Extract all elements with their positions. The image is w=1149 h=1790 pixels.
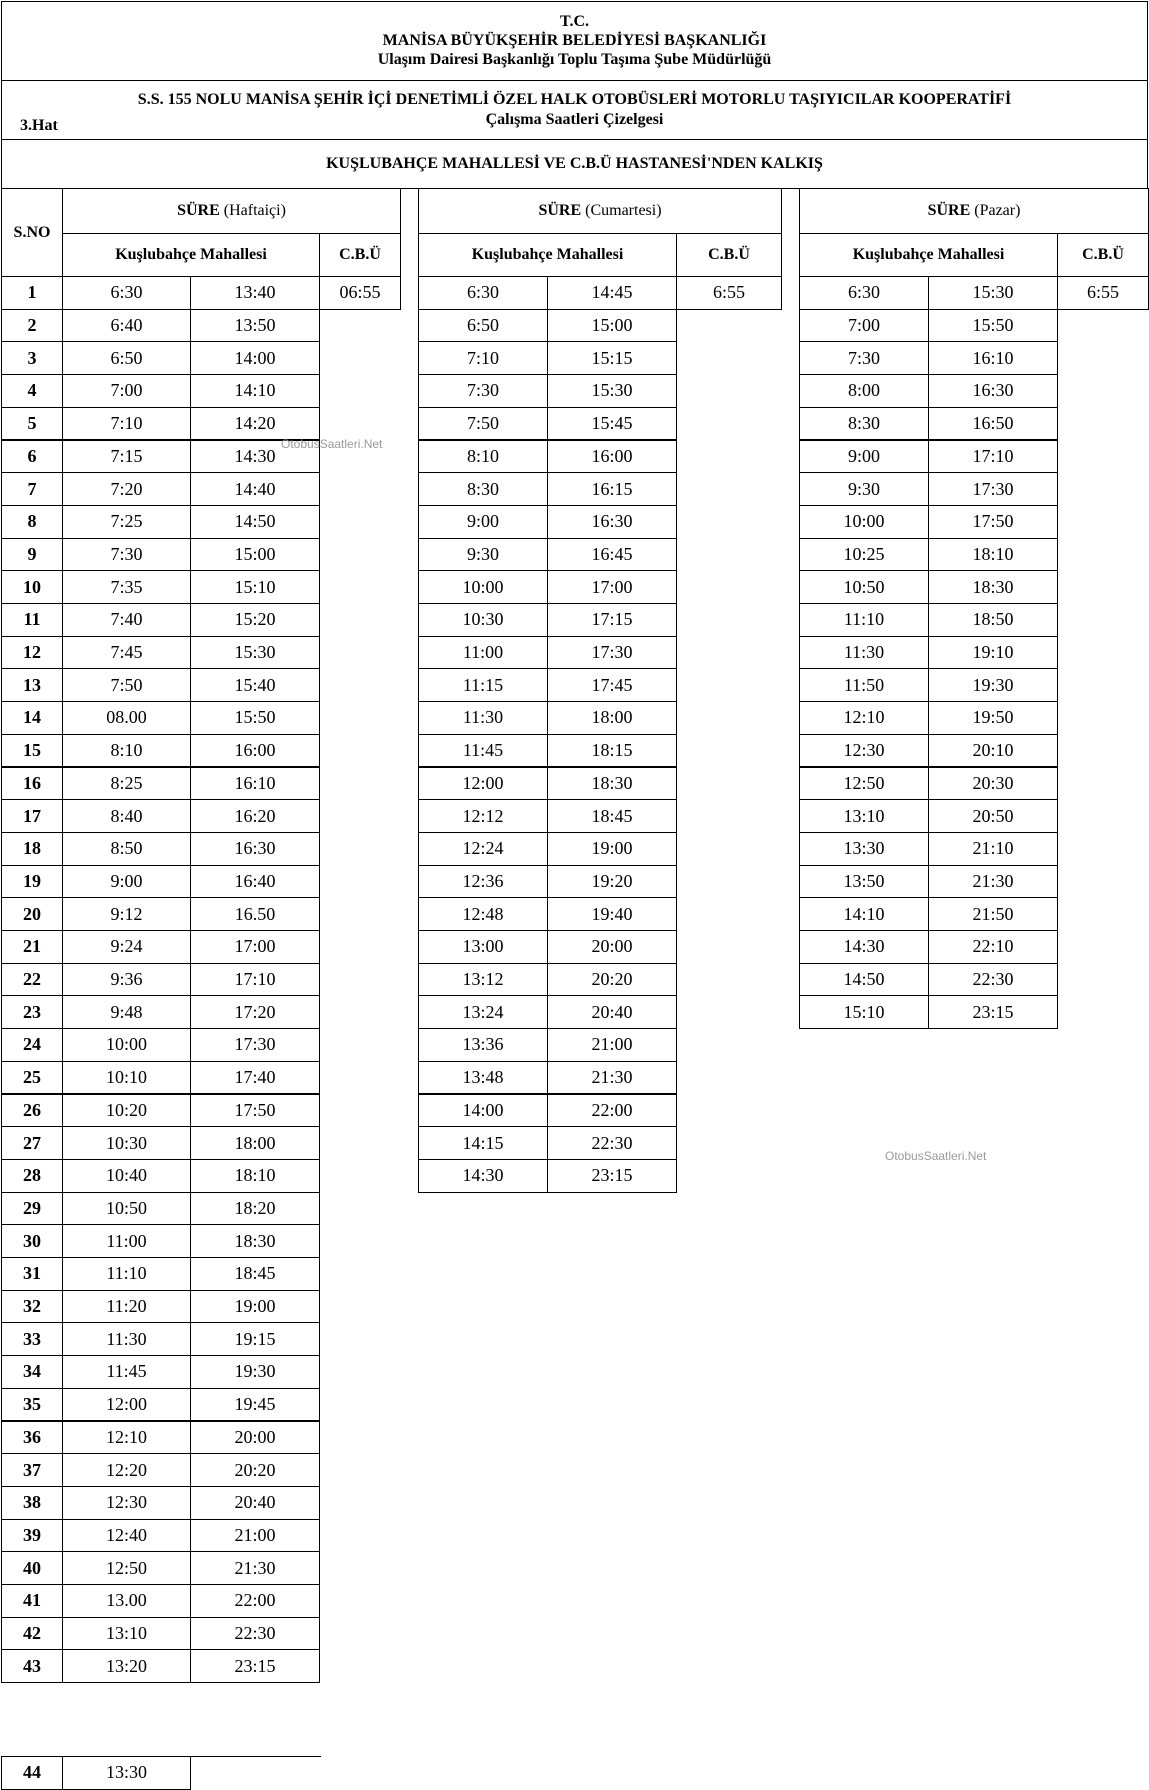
weekday-kuslubahce-time: 6:40 [62,309,191,343]
sunday-kuslubahce-time: 18:30 [928,570,1058,604]
saturday-label: (Cumartesi) [585,202,662,219]
sunday-stop-b: C.B.Ü [1057,233,1149,277]
sunday-kuslubahce-time: 15:50 [928,309,1058,343]
row-number: 15 [1,734,63,768]
departure-title: KUŞLUBAHÇE MAHALLESİ VE C.B.Ü HASTANESİ'NDEN KALKIŞ [326,155,823,172]
row-number: 29 [1,1192,63,1226]
header-box [1,1,1148,81]
weekday-kuslubahce-time: 10:20 [62,1094,191,1128]
weekday-kuslubahce-time: 12:10 [62,1421,191,1455]
row-number: 31 [1,1257,63,1291]
sunday-kuslubahce-time: 14:50 [799,963,929,997]
saturday-kuslubahce-time: 16:30 [547,505,677,539]
departure-box [1,139,1148,189]
weekday-kuslubahce-time: 11:45 [62,1355,191,1389]
saturday-kuslubahce-time: 20:20 [547,963,677,997]
saturday-kuslubahce-time: 18:00 [547,701,677,735]
weekday-kuslubahce-time: 12:40 [62,1519,191,1553]
row-number: 4 [1,374,63,408]
sunday-kuslubahce-time: 17:10 [928,440,1058,474]
row-number: 22 [1,963,63,997]
sunday-kuslubahce-time: 18:50 [928,603,1058,637]
sunday-sure: SÜRE [927,202,971,219]
saturday-kuslubahce-time: 8:30 [418,472,548,506]
line-number: 3.Hat [20,117,58,134]
weekday-kuslubahce-time: 6:30 [62,276,191,310]
weekday-kuslubahce-time: 14:50 [190,505,320,539]
sunday-kuslubahce-time: 18:10 [928,538,1058,572]
weekday-kuslubahce-time: 22:00 [190,1584,320,1618]
saturday-kuslubahce-time: 7:30 [418,374,548,408]
weekday-label: (Haftaiçi) [223,202,286,219]
row-number: 23 [1,995,63,1029]
weekday-kuslubahce-time: 17:50 [190,1094,320,1128]
row-number: 44 [1,1756,63,1790]
sunday-kuslubahce-time: 15:10 [799,995,929,1029]
saturday-kuslubahce-time: 17:45 [547,668,677,702]
weekday-kuslubahce-time: 9:12 [62,897,191,931]
saturday-kuslubahce-time: 11:15 [418,668,548,702]
weekday-kuslubahce-time: 7:30 [62,538,191,572]
weekday-kuslubahce-time: 12:20 [62,1453,191,1487]
row-number: 37 [1,1453,63,1487]
sunday-kuslubahce-time: 11:10 [799,603,929,637]
weekday-kuslubahce-time: 11:00 [62,1224,191,1258]
sunday-kuslubahce-time: 10:50 [799,570,929,604]
row-number: 43 [1,1649,63,1683]
saturday-kuslubahce-time: 12:24 [418,832,548,866]
weekday-kuslubahce-time: 15:10 [190,570,320,604]
row-number: 11 [1,603,63,637]
row-number: 13 [1,668,63,702]
weekday-kuslubahce-time: 20:40 [190,1486,320,1520]
weekday-kuslubahce-time: 08.00 [62,701,191,735]
saturday-kuslubahce-time: 7:50 [418,407,548,441]
saturday-kuslubahce-time: 11:45 [418,734,548,768]
sunday-kuslubahce-time: 12:10 [799,701,929,735]
sunday-stop-a: Kuşlubahçe Mahallesi [799,233,1058,277]
sunday-kuslubahce-time: 21:50 [928,897,1058,931]
weekday-kuslubahce-time: 7:40 [62,603,191,637]
row-number: 33 [1,1322,63,1356]
weekday-header [62,188,401,234]
row-number: 36 [1,1421,63,1455]
weekday-stop-b: C.B.Ü [319,233,401,277]
weekday-kuslubahce-time: 7:50 [62,668,191,702]
weekday-kuslubahce-time: 21:00 [190,1519,320,1553]
weekday-kuslubahce-time: 16:30 [190,832,320,866]
weekday-kuslubahce-time: 15:30 [190,636,320,670]
sunday-kuslubahce-time: 20:10 [928,734,1058,768]
weekday-kuslubahce-time: 11:20 [62,1290,191,1324]
row-number: 40 [1,1551,63,1585]
saturday-kuslubahce-time: 12:36 [418,865,548,899]
sunday-kuslubahce-time: 19:10 [928,636,1058,670]
weekday-kuslubahce-time: 23:15 [190,1649,320,1683]
sunday-kuslubahce-time: 22:30 [928,963,1058,997]
weekday-cbu-time: 06:55 [319,276,401,310]
weekday-kuslubahce-time: 14:20 [190,407,320,441]
weekday-kuslubahce-time: 20:20 [190,1453,320,1487]
weekday-kuslubahce-time: 13:10 [62,1617,191,1651]
header-department: Ulaşım Dairesi Başkanlığı Toplu Taşıma Şube Müdürlüğü [377,51,772,68]
row-number: 27 [1,1126,63,1160]
saturday-kuslubahce-time: 15:15 [547,341,677,375]
saturday-kuslubahce-time: 14:15 [418,1126,548,1160]
sunday-kuslubahce-time: 13:50 [799,865,929,899]
saturday-kuslubahce-time: 13:24 [418,995,548,1029]
sunday-kuslubahce-time: 17:50 [928,505,1058,539]
row-number: 21 [1,930,63,964]
row-number: 5 [1,407,63,441]
row-number: 25 [1,1061,63,1095]
weekday-kuslubahce-time: 22:30 [190,1617,320,1651]
weekday-kuslubahce-time: 7:25 [62,505,191,539]
saturday-sure: SÜRE [538,202,582,219]
weekday-kuslubahce-time: 13:40 [190,276,320,310]
weekday-kuslubahce-time: 19:30 [190,1355,320,1389]
row-number: 8 [1,505,63,539]
weekday-kuslubahce-time: 18:00 [190,1126,320,1160]
sunday-kuslubahce-time: 8:30 [799,407,929,441]
saturday-kuslubahce-time: 19:20 [547,865,677,899]
saturday-kuslubahce-time: 18:15 [547,734,677,768]
row-number: 6 [1,440,63,474]
row-number: 42 [1,1617,63,1651]
saturday-kuslubahce-time: 21:30 [547,1061,677,1095]
weekday-kuslubahce-time: 15:50 [190,701,320,735]
row-number: 20 [1,897,63,931]
sunday-kuslubahce-time: 11:50 [799,668,929,702]
weekday-kuslubahce-time: 8:40 [62,799,191,833]
row-number: 12 [1,636,63,670]
sunday-label: (Pazar) [974,202,1021,219]
weekday-kuslubahce-time: 13.00 [62,1584,191,1618]
weekday-kuslubahce-time: 17:10 [190,963,320,997]
weekday-kuslubahce-time: 13:50 [190,309,320,343]
sunday-kuslubahce-time: 14:10 [799,897,929,931]
saturday-kuslubahce-time: 14:45 [547,276,677,310]
separator-line [1,1756,321,1757]
weekday-stop-a: Kuşlubahçe Mahallesi [62,233,320,277]
saturday-kuslubahce-time: 15:30 [547,374,677,408]
saturday-kuslubahce-time: 6:50 [418,309,548,343]
saturday-kuslubahce-time: 8:10 [418,440,548,474]
weekday-kuslubahce-time: 10:30 [62,1126,191,1160]
row-number: 38 [1,1486,63,1520]
weekday-kuslubahce-time: 14:40 [190,472,320,506]
saturday-kuslubahce-time: 17:15 [547,603,677,637]
weekday-kuslubahce-time: 18:10 [190,1159,320,1193]
saturday-kuslubahce-time: 16:00 [547,440,677,474]
sunday-kuslubahce-time: 17:30 [928,472,1058,506]
saturday-kuslubahce-time: 11:30 [418,701,548,735]
saturday-kuslubahce-time: 16:45 [547,538,677,572]
saturday-cbu-time: 6:55 [676,276,782,310]
saturday-kuslubahce-time: 20:00 [547,930,677,964]
saturday-kuslubahce-time: 21:00 [547,1028,677,1062]
row-number: 2 [1,309,63,343]
saturday-kuslubahce-time: 18:45 [547,799,677,833]
weekday-kuslubahce-time: 20:00 [190,1421,320,1455]
sunday-kuslubahce-time: 13:10 [799,799,929,833]
row-number: 17 [1,799,63,833]
weekday-kuslubahce-time: 11:30 [62,1322,191,1356]
weekday-kuslubahce-time: 9:00 [62,865,191,899]
sunday-kuslubahce-time: 16:10 [928,341,1058,375]
weekday-kuslubahce-time: 8:10 [62,734,191,768]
watermark-1: OtobusSaatleri.Net [281,437,383,451]
saturday-kuslubahce-time: 14:00 [418,1094,548,1128]
weekday-kuslubahce-time: 10:40 [62,1159,191,1193]
weekday-kuslubahce-time: 19:15 [190,1322,320,1356]
weekday-kuslubahce-time: 15:20 [190,603,320,637]
coop-title: S.S. 155 NOLU MANİSA ŞEHİR İÇİ DENETİMLİ ÖZEL HALK OTOBÜSLERİ MOTORLU TAŞIYICILAR KOOPERATİFİ [137,91,1012,108]
schedule-title: Çalışma Saatleri Çizelgesi [485,111,664,128]
saturday-kuslubahce-time: 14:30 [418,1159,548,1193]
saturday-kuslubahce-time: 12:12 [418,799,548,833]
weekday-kuslubahce-time: 9:48 [62,995,191,1029]
weekday-kuslubahce-time: 16.50 [190,897,320,931]
sunday-kuslubahce-time: 23:15 [928,995,1058,1029]
saturday-kuslubahce-time: 12:00 [418,767,548,801]
weekday-kuslubahce-time: 18:45 [190,1257,320,1291]
saturday-kuslubahce-time: 22:30 [547,1126,677,1160]
sunday-kuslubahce-time: 16:50 [928,407,1058,441]
saturday-kuslubahce-time: 18:30 [547,767,677,801]
coop-box [1,80,1148,140]
sunday-kuslubahce-time: 14:30 [799,930,929,964]
saturday-kuslubahce-time: 7:10 [418,341,548,375]
saturday-kuslubahce-time: 15:45 [547,407,677,441]
saturday-header [418,188,782,234]
sunday-kuslubahce-time: 21:10 [928,832,1058,866]
weekday-kuslubahce-time: 17:00 [190,930,320,964]
weekday-kuslubahce-time: 7:00 [62,374,191,408]
saturday-kuslubahce-time: 19:40 [547,897,677,931]
row-number: 28 [1,1159,63,1193]
sunday-kuslubahce-time: 7:00 [799,309,929,343]
saturday-kuslubahce-time: 13:48 [418,1061,548,1095]
sunday-cbu-time: 6:55 [1057,276,1149,310]
saturday-kuslubahce-time: 9:00 [418,505,548,539]
sunday-kuslubahce-time: 10:25 [799,538,929,572]
weekday-kuslubahce-time: 17:40 [190,1061,320,1095]
weekday-sure: SÜRE [177,202,220,219]
weekday-kuslubahce-time: 13:20 [62,1649,191,1683]
saturday-kuslubahce-time: 13:36 [418,1028,548,1062]
row-number: 32 [1,1290,63,1324]
weekday-kuslubahce-time: 14:10 [190,374,320,408]
weekday-kuslubahce-time: 7:45 [62,636,191,670]
weekday-kuslubahce-time: 17:20 [190,995,320,1029]
weekday-kuslubahce-time: 17:30 [190,1028,320,1062]
weekday-kuslubahce-time: 16:00 [190,734,320,768]
header-municipality: MANİSA BÜYÜKŞEHİR BELEDİYESİ BAŞKANLIĞI [382,32,767,49]
row-number: 35 [1,1388,63,1422]
row-number: 10 [1,570,63,604]
row-number: 3 [1,341,63,375]
sno-header: S.NO [1,188,63,277]
saturday-kuslubahce-time: 23:15 [547,1159,677,1193]
row-number: 39 [1,1519,63,1553]
row-number: 16 [1,767,63,801]
weekday-kuslubahce-time: 16:10 [190,767,320,801]
weekday-kuslubahce-time: 12:00 [62,1388,191,1422]
sunday-kuslubahce-time: 9:30 [799,472,929,506]
sunday-kuslubahce-time: 21:30 [928,865,1058,899]
row-number: 7 [1,472,63,506]
weekday-kuslubahce-time: 18:30 [190,1224,320,1258]
saturday-kuslubahce-time: 20:40 [547,995,677,1029]
saturday-stop-a: Kuşlubahçe Mahallesi [418,233,677,277]
watermark-2: OtobusSaatleri.Net [885,1149,987,1163]
weekday-kuslubahce-time: 7:35 [62,570,191,604]
weekday-kuslubahce-time: 15:00 [190,538,320,572]
header-tc: T.C. [559,13,590,30]
weekday-kuslubahce-time: 21:30 [190,1551,320,1585]
weekday-kuslubahce-time: 9:36 [62,963,191,997]
sunday-kuslubahce-time: 8:00 [799,374,929,408]
sunday-kuslubahce-time: 11:30 [799,636,929,670]
sunday-kuslubahce-time: 20:50 [928,799,1058,833]
sunday-kuslubahce-time: 20:30 [928,767,1058,801]
weekday-kuslubahce-time: 19:45 [190,1388,320,1422]
weekday-kuslubahce-time: 10:50 [62,1192,191,1226]
weekday-kuslubahce-time: 19:00 [190,1290,320,1324]
weekday-kuslubahce-time: 16:20 [190,799,320,833]
weekday-kuslubahce-time: 7:20 [62,472,191,506]
row-number: 19 [1,865,63,899]
sunday-kuslubahce-time: 19:30 [928,668,1058,702]
sunday-kuslubahce-time: 19:50 [928,701,1058,735]
saturday-stop-b: C.B.Ü [676,233,782,277]
row-number: 18 [1,832,63,866]
saturday-kuslubahce-time: 19:00 [547,832,677,866]
saturday-kuslubahce-time: 22:00 [547,1094,677,1128]
row-number: 30 [1,1224,63,1258]
weekday-kuslubahce-time: 12:50 [62,1551,191,1585]
saturday-kuslubahce-time: 10:30 [418,603,548,637]
saturday-kuslubahce-time: 10:00 [418,570,548,604]
row-number: 9 [1,538,63,572]
sunday-kuslubahce-time: 9:00 [799,440,929,474]
row-number: 24 [1,1028,63,1062]
row-number: 41 [1,1584,63,1618]
saturday-kuslubahce-time: 13:12 [418,963,548,997]
saturday-kuslubahce-time: 9:30 [418,538,548,572]
weekday-kuslubahce-time: 12:30 [62,1486,191,1520]
weekday-kuslubahce-time: 9:24 [62,930,191,964]
sunday-kuslubahce-time: 12:30 [799,734,929,768]
saturday-kuslubahce-time: 15:00 [547,309,677,343]
sunday-kuslubahce-time: 6:30 [799,276,929,310]
weekday-kuslubahce-time: 13:30 [62,1756,191,1790]
saturday-kuslubahce-time: 17:00 [547,570,677,604]
saturday-kuslubahce-time: 16:15 [547,472,677,506]
saturday-kuslubahce-time: 13:00 [418,930,548,964]
sunday-kuslubahce-time: 12:50 [799,767,929,801]
row-number: 34 [1,1355,63,1389]
weekday-kuslubahce-time: 6:50 [62,341,191,375]
row-number: 14 [1,701,63,735]
weekday-kuslubahce-time: 7:10 [62,407,191,441]
weekday-kuslubahce-time: 16:40 [190,865,320,899]
weekday-kuslubahce-time: 8:25 [62,767,191,801]
weekday-kuslubahce-time: 11:10 [62,1257,191,1291]
weekday-kuslubahce-time: 14:00 [190,341,320,375]
sunday-kuslubahce-time: 22:10 [928,930,1058,964]
row-number: 26 [1,1094,63,1128]
sunday-kuslubahce-time: 7:30 [799,341,929,375]
weekday-kuslubahce-time: 7:15 [62,440,191,474]
sunday-kuslubahce-time: 15:30 [928,276,1058,310]
weekday-kuslubahce-time: 18:20 [190,1192,320,1226]
weekday-kuslubahce-time: 15:40 [190,668,320,702]
weekday-kuslubahce-time: 10:00 [62,1028,191,1062]
sunday-kuslubahce-time: 13:30 [799,832,929,866]
weekday-kuslubahce-time: 14:30 [190,440,320,474]
sunday-kuslubahce-time: 16:30 [928,374,1058,408]
weekday-kuslubahce-time: 10:10 [62,1061,191,1095]
sunday-header [799,188,1149,234]
row-number: 1 [1,276,63,310]
saturday-kuslubahce-time: 12:48 [418,897,548,931]
saturday-kuslubahce-time: 11:00 [418,636,548,670]
weekday-kuslubahce-time: 8:50 [62,832,191,866]
sunday-kuslubahce-time: 10:00 [799,505,929,539]
saturday-kuslubahce-time: 17:30 [547,636,677,670]
saturday-kuslubahce-time: 6:30 [418,276,548,310]
